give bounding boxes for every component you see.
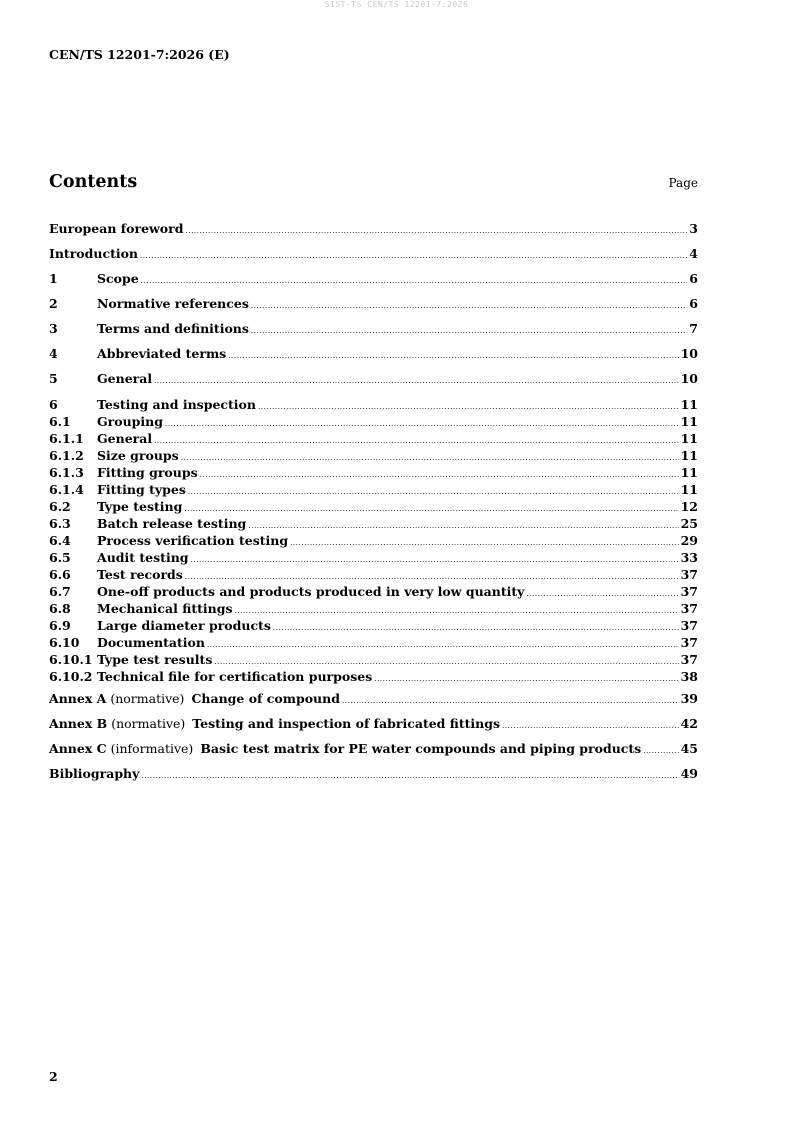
toc-entry-page: 11 <box>680 414 698 429</box>
toc-entry-title: Abbreviated terms <box>97 346 227 361</box>
toc-entry-page: 6 <box>689 296 698 311</box>
toc-entry-page: 12 <box>680 499 698 514</box>
dot-leader <box>251 298 687 315</box>
dot-leader <box>154 373 678 390</box>
toc-entry[interactable] <box>49 566 698 583</box>
toc-entry-page: 42 <box>680 716 698 731</box>
toc-entry[interactable] <box>49 430 698 447</box>
toc-entry-title: General <box>97 431 153 446</box>
toc-entry-title: Type testing <box>97 499 183 514</box>
toc-entry-number: 1 <box>49 271 58 286</box>
toc-entry-title: Normative references <box>97 296 249 311</box>
dot-leader <box>502 718 679 735</box>
toc-entry-number: 4 <box>49 346 58 361</box>
dot-leader <box>342 693 679 710</box>
toc-entry-number: 3 <box>49 321 58 336</box>
toc-entry[interactable] <box>49 464 698 481</box>
toc-entry[interactable] <box>49 690 698 707</box>
toc-entry-page: 4 <box>689 246 698 261</box>
toc-entry-page: 45 <box>680 741 698 756</box>
toc-entry-page: 11 <box>680 397 698 412</box>
toc-entry[interactable] <box>49 715 698 732</box>
annex-type: (normative) <box>110 691 185 706</box>
toc-entry[interactable] <box>49 396 698 413</box>
toc-entry-title: Basic test matrix for PE water compounds and piping products <box>200 741 642 756</box>
toc-entry-title: Type test results <box>97 652 213 667</box>
toc-entry-page: 7 <box>689 321 698 336</box>
toc-entry-page: 49 <box>680 766 698 781</box>
toc-entry-page: 6 <box>689 271 698 286</box>
toc-entry-number: 6.1 <box>49 414 71 429</box>
toc-entry-title: Bibliography <box>49 766 140 781</box>
dot-leader <box>140 248 687 265</box>
annex-label: Annex A <box>49 691 107 706</box>
toc-entry[interactable] <box>49 413 698 430</box>
annex-type: (normative) <box>111 716 186 731</box>
toc-entry-number: 6.10 <box>49 635 80 650</box>
toc-entry-title: Terms and definitions <box>97 321 249 336</box>
toc-entry[interactable] <box>49 447 698 464</box>
toc-entry-title: Documentation <box>97 635 205 650</box>
toc-entry[interactable] <box>49 740 698 757</box>
toc-entry-page: 37 <box>680 652 698 667</box>
toc-entry[interactable] <box>49 549 698 566</box>
toc-entry[interactable] <box>49 320 698 337</box>
toc-entry-number: 6 <box>49 397 58 412</box>
dot-leader <box>185 223 687 240</box>
toc-entry[interactable] <box>49 220 698 237</box>
annex-label: Annex C <box>49 741 107 756</box>
toc-entry-title: Fitting types <box>97 482 186 497</box>
toc-entry[interactable] <box>49 498 698 515</box>
toc-entry-number: 6.1.2 <box>49 448 84 463</box>
toc-entry-number: 5 <box>49 371 58 386</box>
toc-entry-title: Testing and inspection <box>97 397 256 412</box>
toc-entry-page: 25 <box>680 516 698 531</box>
toc-entry[interactable] <box>49 295 698 312</box>
toc-entry-page: 37 <box>680 584 698 599</box>
toc-entry-page: 11 <box>680 448 698 463</box>
toc-entry-title: Fitting groups <box>97 465 198 480</box>
toc-entry-title: Audit testing <box>97 550 189 565</box>
toc-entry-page: 37 <box>680 635 698 650</box>
toc-entry-number: 6.9 <box>49 618 71 633</box>
toc-entry-title: Technical file for certification purposes <box>97 669 373 684</box>
toc-entry[interactable] <box>49 651 698 668</box>
toc-entry-page: 29 <box>680 533 698 548</box>
toc-entry[interactable] <box>49 345 698 362</box>
toc-entry-number: 6.1.4 <box>49 482 84 497</box>
toc-entry-title: Mechanical fittings <box>97 601 233 616</box>
dot-leader <box>374 671 678 688</box>
toc-entry-page: 11 <box>680 482 698 497</box>
toc-entry[interactable] <box>49 583 698 600</box>
toc-entry[interactable] <box>49 765 698 782</box>
toc-entry-page: 39 <box>680 691 698 706</box>
toc-entry-number: 6.7 <box>49 584 71 599</box>
toc-entry-number: 6.3 <box>49 516 71 531</box>
toc-entry-page: 10 <box>680 371 698 386</box>
toc-entry-number: 6.10.2 <box>49 669 93 684</box>
toc-entry-page: 37 <box>680 618 698 633</box>
toc-entry-title: Batch release testing <box>97 516 247 531</box>
toc-entry-title: One-off products and products produced in very low quantity <box>97 584 525 599</box>
watermark: SIST-TS CEN/TS 12201-7:2026 <box>324 0 469 9</box>
toc-entry-title: European foreword <box>49 221 184 236</box>
toc-entry-number: 6.1.1 <box>49 431 84 446</box>
toc-entry-title: Grouping <box>97 414 164 429</box>
dot-leader <box>643 743 678 760</box>
toc-entry-number: 6.5 <box>49 550 71 565</box>
toc-entry[interactable] <box>49 634 698 651</box>
toc-entry[interactable] <box>49 668 698 685</box>
toc-entry-title: Process verification testing <box>97 533 289 548</box>
toc-entry[interactable] <box>49 245 698 262</box>
toc-entry-number: 2 <box>49 296 58 311</box>
toc-entry-title: Size groups <box>97 448 179 463</box>
toc-entry-title: Large diameter products <box>97 618 271 633</box>
toc-entry[interactable] <box>49 370 698 387</box>
toc-entry-page: 11 <box>680 431 698 446</box>
page-number: 2 <box>49 1069 58 1084</box>
page-column-label: Page <box>668 176 698 190</box>
toc-entry[interactable] <box>49 481 698 498</box>
toc-entry-title: Scope <box>97 271 139 286</box>
toc-entry-page: 11 <box>680 465 698 480</box>
contents-heading: Contents <box>49 172 138 192</box>
annex-type: (informative) <box>110 741 194 756</box>
toc-entry[interactable] <box>49 270 698 287</box>
toc-entry[interactable] <box>49 617 698 634</box>
toc-entry[interactable] <box>49 532 698 549</box>
toc-entry-number: 6.1.3 <box>49 465 84 480</box>
dot-leader <box>141 273 688 290</box>
toc-entry[interactable] <box>49 515 698 532</box>
toc-entry-number: 6.10.1 <box>49 652 93 667</box>
toc-entry-title: Testing and inspection of fabricated fittings <box>192 716 501 731</box>
toc-entry-number: 6.6 <box>49 567 71 582</box>
toc-entry-page: 37 <box>680 567 698 582</box>
toc-entry-number: 6.4 <box>49 533 71 548</box>
document-id: CEN/TS 12201-7:2026 (E) <box>49 47 230 62</box>
toc-entry-title: Introduction <box>49 246 139 261</box>
toc-entry-page: 10 <box>680 346 698 361</box>
toc-entry-title: Change of compound <box>191 691 340 706</box>
toc-entry[interactable] <box>49 600 698 617</box>
toc-entry-page: 33 <box>680 550 698 565</box>
toc-entry-number: 6.8 <box>49 601 71 616</box>
toc-entry-title: General <box>97 371 153 386</box>
toc-entry-title: Test records <box>97 567 183 582</box>
toc-entry-number: 6.2 <box>49 499 71 514</box>
dot-leader <box>141 768 678 785</box>
toc-entry-page: 38 <box>680 669 698 684</box>
dot-leader <box>251 323 687 340</box>
dot-leader <box>228 348 678 365</box>
annex-label: Annex B <box>49 716 108 731</box>
toc-entry-page: 3 <box>689 221 698 236</box>
toc-entry-page: 37 <box>680 601 698 616</box>
